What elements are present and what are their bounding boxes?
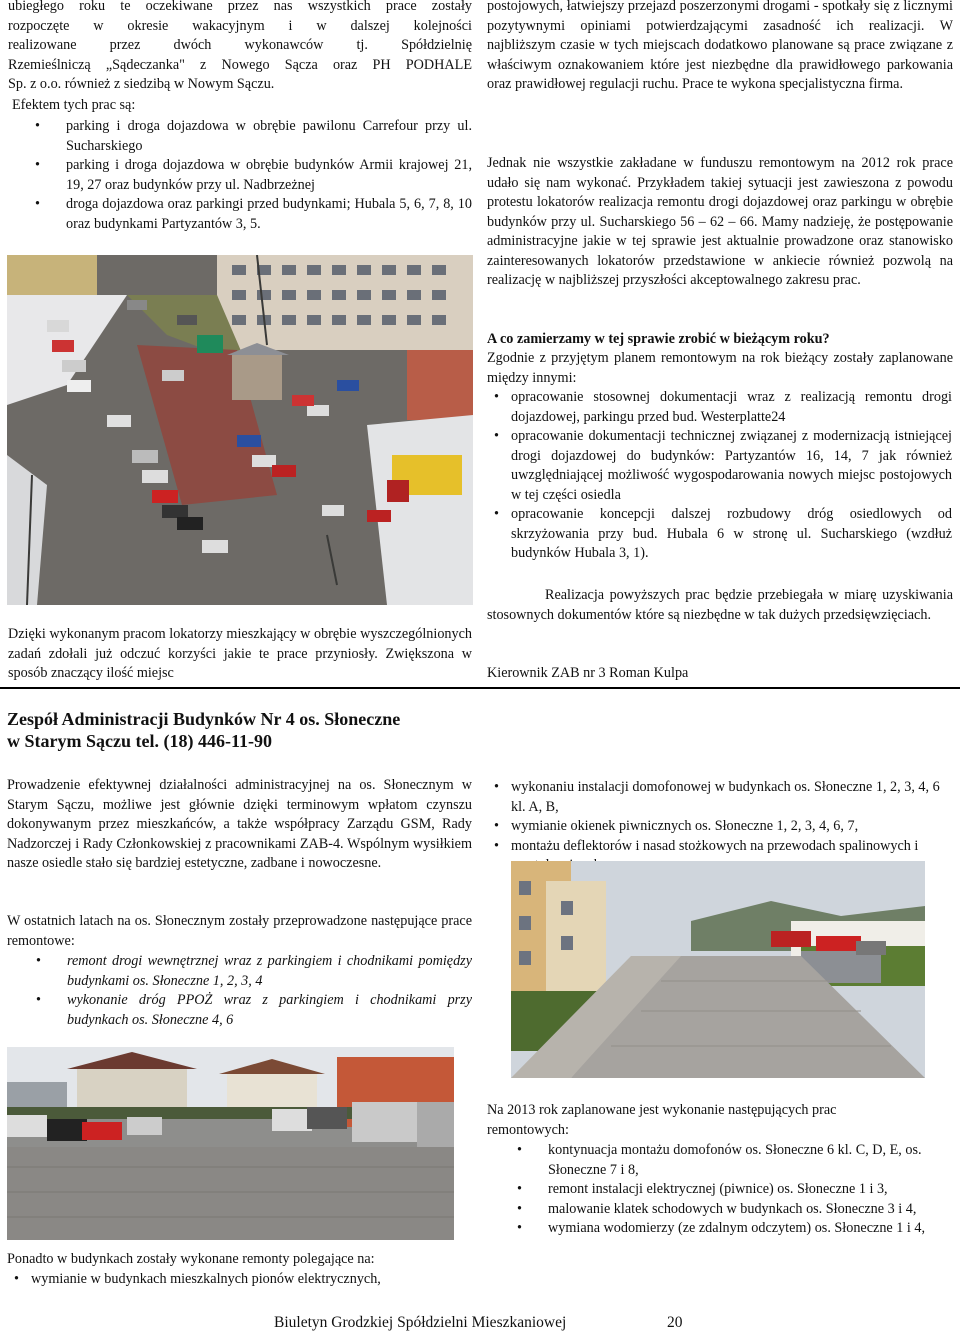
intro-line: ubiegłego roku te oczekiwane przez nas wszystkich prace zostały xyxy=(8,0,472,14)
list-item xyxy=(494,388,952,427)
list-item xyxy=(517,1141,948,1180)
signature: Kierownik ZAB nr 3 Roman Kulpa xyxy=(487,665,689,681)
bullet-dot: • xyxy=(494,506,499,522)
col2-paragraph-3: Zgodnie z przyjętym planem remontowym na rok bieżący zostały zaplanowane między innymi: xyxy=(487,350,953,386)
footer-title: Biuletyn Grodzkiej Spółdzielni Mieszkaniowej xyxy=(274,1314,567,1331)
list-item-text: montażu deflektorów i nasad stożkowych na przewodach spalinowych i xyxy=(511,837,919,854)
list-item xyxy=(36,952,472,991)
col2-paragraph-4: Realizacja powyższych prac będzie przebiegała w miarę uzyskiwania stosownych dokumentów które są niezbędne w tak dużych przedsięwzięciach. xyxy=(487,587,953,623)
bullet-dot: • xyxy=(494,389,499,405)
list-item xyxy=(36,991,472,1030)
intro-line: Rzemieślniczą „Sądeczanka" z Nowego Sącza oraz PH PODHALE xyxy=(8,56,472,73)
section-heading-line: w Starym Sączu tel. (18) 446-11-90 xyxy=(7,731,272,751)
list-item: • parking i droga dojazdowa w obrębie budynków Armii krajowej 21, 19, 27 oraz budynków przy ul. Nadbrzeżnej xyxy=(66,156,472,195)
list-item: • parking i droga dojazdowa w obrębie pawilonu Carrefour przy ul. Sucharskiego xyxy=(66,117,472,156)
list-item-text: opracowanie stosownej dokumentacji wraz z realizacją remontu drogi dojazdowej, parkingu przed bud. Westerplatte24 xyxy=(511,389,952,425)
plan-2013-list xyxy=(517,1141,948,1239)
list-item-text: opracowanie dokumentacji technicznej związanej z modernizacją istniejącej drogi dojazdowej do budynków: Partyzantów 16, 14, 7 jak również uwzględniającej możliwość wygospodarowania nowych miejsc postojowych w tej części osiedla xyxy=(511,428,952,503)
list-item-text: malowanie klatek schodowych w budynkach os. Słoneczne 3 i 4, xyxy=(548,1200,917,1217)
bullet-dot: • xyxy=(517,1142,522,1158)
intro-line: Sp. z o.o. również z siedzibą w Nowym Sączu. xyxy=(8,76,275,92)
list-item xyxy=(494,778,951,817)
section-heading xyxy=(7,708,400,752)
intro-line: rozpoczęte w okresie wakacyjnym i w dalszej kolejności xyxy=(8,17,472,34)
bullet-dot: • xyxy=(494,779,499,795)
list-item-text: wymiana wodomierzy (ze zdalnym odczytem) os. Słoneczne 1 i 4, xyxy=(548,1220,926,1236)
list-item xyxy=(14,1270,471,1290)
bullet-dot: • xyxy=(517,1200,522,1217)
col2-paragraph-2: Jednak nie wszystkie zakładane w funduszu remontowym na 2012 rok prace udało się nam wykonać. Przykładem takiej sytuacji jest zawieszona z powodu protestu lokatorów realizacja remontu drogi dojazdowej oraz parkingu w obrębie budynków przy ul. Sucharskiego 56 – 62 – 66. Mamy nadzieję, że postępowanie administracyjne jakie w tej sprawie jest aktualnie prowadzone oraz stanowisko zainteresowanych lokatorów przedstawione w ankiecie również pozwolą na realizację w najbliższej przyszłości akceptowalnego zakresu prac. xyxy=(487,155,953,288)
bullet-dot: • xyxy=(36,992,41,1008)
after-photo-paragraph: Dzięki wykonanym pracom lokatorzy mieszkający w obrębie wyszczególnionych zadań zdołali już odczuć korzyści jakie te prace przyniosły. Zwiększona w sposób znaczący ilość miejsc xyxy=(8,626,472,681)
bullet-dot: • xyxy=(494,428,499,444)
bullet-dot: • xyxy=(517,1181,522,1197)
list-item-text: remont drogi wewnętrznej wraz z parkingiem i chodnikami pomiędzy budynkami os. Słoneczne 1, 2, 3, 4 xyxy=(67,953,472,989)
effects-label: Efektem tych prac są: xyxy=(12,97,136,113)
also-done-list xyxy=(14,1270,471,1290)
list-item-text: wykonanie dróg PPOŻ wraz z parkingiem i chodnikami przy budynkach os. Słoneczne 4, 6 xyxy=(67,992,472,1028)
internal-road-photo xyxy=(511,861,925,1078)
list-item-text: kontynuacja montażu domofonów os. Słoneczne 6 kl. C, D, E, os. Słoneczne 7 i 8, xyxy=(548,1142,922,1178)
section-heading-line: Zespół Administracji Budynków Nr 4 os. Słoneczne xyxy=(7,709,401,729)
list-item-text: remont instalacji elektrycznej (piwnice) os. Słoneczne 1 i 3, xyxy=(548,1181,888,1197)
list-item-text: opracowanie koncepcji dalszej rozbudowy dróg osiedlowych od skrzyżowania przy bud. Hubala 6 w stronę ul. Sucharskiego (wzdłuż budynków Hubala 3, 1). xyxy=(511,506,952,561)
page-number: 20 xyxy=(667,1314,683,1331)
intro-paragraph xyxy=(8,0,472,95)
intro-line: realizowane przez dwóch wykonawców tj. Spółdzielnię xyxy=(8,37,472,53)
plan-2013-paragraph: Na 2013 rok zaplanowane jest wykonanie następujących prac remontowych: xyxy=(487,1102,837,1138)
bullet-dot: • xyxy=(517,1220,522,1236)
plans-list xyxy=(494,388,952,564)
bullet-dot: • xyxy=(14,1271,19,1287)
section2-paragraph-1: Prowadzenie efektywnej działalności administracyjnej na os. Słonecznym w Starym Sączu, możliwe jest głównie dzięki terminowym wpłatom czynszu dokonywanym przez mieszkańców, a także współpracy Zarządu GSM, Rady Nadzorczej i Rady Członkowskiej z pracownikami ZAB-4. Wspólnym wysiłkiem nasze osiedle stało się bardziej estetyczne, zadbane i nowoczesne. xyxy=(7,777,472,871)
also-done-label: Ponadto w budynkach zostały wykonane remonty polegające na: xyxy=(7,1251,375,1267)
question-heading: A co zamierzamy w tej sprawie zrobić w bieżącym roku? xyxy=(487,331,830,347)
bullet-dot: • xyxy=(494,837,499,854)
bullet-dot: • xyxy=(36,953,41,969)
list-item xyxy=(494,427,952,505)
col2-paragraph-1: postojowych, łatwiejszy przejazd poszerzonymi drogami - spotkały się z licznymi pozytywnymi opiniami potwierdzającymi zasadność ich realizacji. W najbliższym czasie w tych miejscach dodatkowo planowane są prace związane z właściwym oznakowaniem które jest niezbędne dla prawidłowego parkowania oraz prawidłowej regulacji ruchu. Prace te wykona specjalistyczna firma. xyxy=(487,0,953,92)
section2-paragraph-2: W ostatnich latach na os. Słonecznym zostały przeprowadzone następujące prace remontowe: xyxy=(7,913,472,949)
list-item xyxy=(494,505,952,564)
list-item xyxy=(517,1200,948,1220)
list-item-text: wymianie w budynkach mieszkalnych pionów elektrycznych, xyxy=(31,1271,381,1287)
list-item xyxy=(517,1180,948,1200)
section-divider xyxy=(0,687,960,689)
list-item-text: wymianie okienek piwnicznych os. Słoneczne 1, 2, 3, 4, 6, 7, xyxy=(511,818,859,834)
effects-list xyxy=(66,117,472,234)
list-item xyxy=(517,1219,948,1239)
completed-works-list xyxy=(36,952,472,1030)
list-item: • droga dojazdowa oraz parkingi przed budynkami; Hubala 5, 6, 7, 8, 10 oraz budynkami Partyzantów 3, 5. xyxy=(66,195,472,234)
list-item xyxy=(494,817,951,837)
parking-aerial-photo xyxy=(7,255,473,605)
bullet-dot: • xyxy=(494,818,499,834)
list-item-text: wykonaniu instalacji domofonowej w budynkach os. Słoneczne 1, 2, 3, 4, 6 kl. A, B, xyxy=(511,779,940,815)
parking-lot-photo xyxy=(7,1047,454,1240)
